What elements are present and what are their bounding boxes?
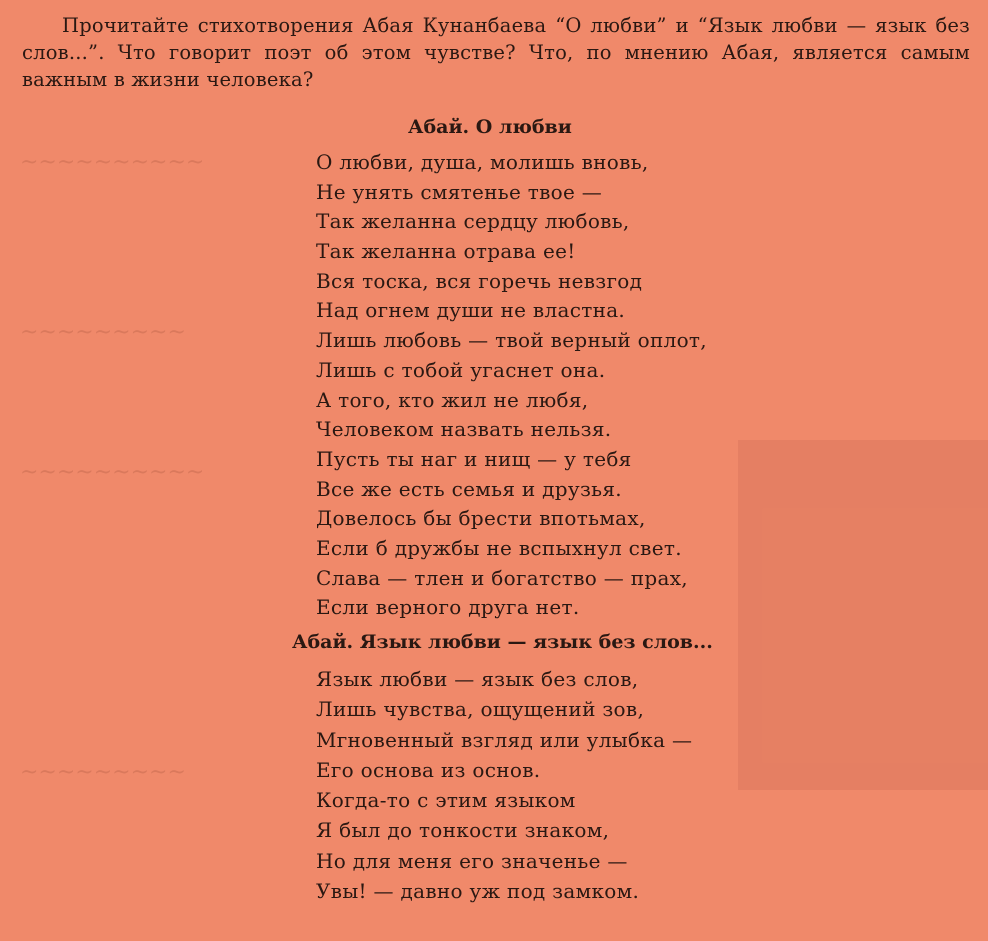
bleed-through-text: ~~~~~~~~~ [20,760,186,785]
poem-line: Не унять смятенье твое — [316,179,603,204]
poem-about-love [316,148,707,623]
poem-line: Вся тоска, вся горечь невзгод [316,268,643,293]
poem-line: Пусть ты наг и нищ — у тебя [316,446,632,471]
poem-line: Все же есть семья и друзья. [316,476,622,501]
poem-line: Его основа из основ. [316,757,541,782]
poem-line: Но для меня его значенье — [316,848,628,873]
poem-line: Над огнем души не властна. [316,298,626,323]
poem-line: Мгновенный взгляд или улыбка — [316,727,693,752]
poem-line: Увы! — давно уж под замком. [316,879,640,904]
bleed-through-text: ~~~~~~~~~ [20,320,186,345]
bleed-through-text: ~~~~~~~~~~ [20,150,205,175]
poem-title-about-love: Абай. О любви [408,116,572,138]
assignment-prompt: Прочитайте стихотворения Абая Кунанбаева “О любви” и “Язык любви — язык без слов...”. Что говорит поэт об этом чувстве? Что, по мнению Абая, является самым важным в жизни человека? [22,14,970,91]
poem-line: Так желанна отрава ее! [316,239,576,264]
poem-line: Когда-то с этим языком [316,788,576,813]
poem-line: Лишь любовь — твой верный оплот, [316,328,707,353]
poem-line: Лишь с тобой угаснет она. [316,357,606,382]
poem-line: О любви, душа, молишь вновь, [316,150,649,174]
poem-title-language-of-love: Абай. Язык любви — язык без слов... [292,631,713,653]
poem-line: Я был до тонкости знаком, [316,818,610,843]
bleed-through-text: ~~~~~~~~~~ [20,460,205,485]
poem-line: А того, кто жил не любя, [316,387,589,412]
poem-line: Довелось бы брести впотьмах, [316,506,646,531]
poem-language-of-love [316,664,692,906]
poem-line: Если верного друга нет. [316,595,580,620]
poem-line: Если б дружбы не вспыхнул свет. [316,535,682,560]
poem-line: Лишь чувства, ощущений зов, [316,697,645,722]
poem-line: Язык любви — язык без слов, [316,667,639,691]
poem-line: Человеком назвать нельзя. [316,417,612,442]
poem-line: Слава — тлен и богатство — прах, [316,565,688,590]
poem-line: Так желанна сердцу любовь, [316,209,630,234]
